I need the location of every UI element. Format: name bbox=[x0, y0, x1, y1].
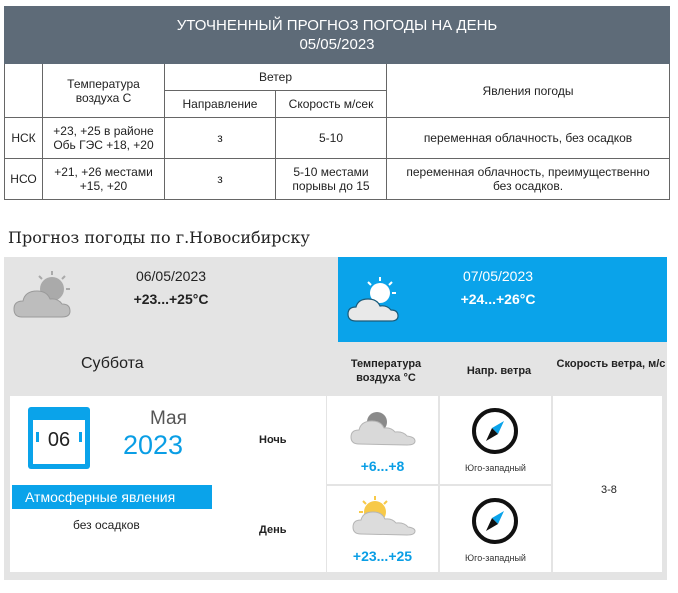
column-header-wind-direction: Напр. ветра bbox=[466, 365, 532, 377]
header-wind: Ветер bbox=[165, 64, 387, 91]
day-temperature: +24...+26°C bbox=[460, 291, 536, 307]
forecast-widget bbox=[4, 257, 667, 580]
compass-icon bbox=[471, 407, 519, 460]
day-wind-direction: Юго-западный bbox=[465, 553, 526, 563]
compass-icon bbox=[471, 497, 519, 550]
column-header-temperature: Температура воздуха °C bbox=[350, 358, 422, 384]
day-temperature: +23...+25 bbox=[352, 548, 413, 564]
direction-cell: з bbox=[165, 159, 276, 200]
forecast-title-date: 05/05/2023 bbox=[299, 36, 375, 53]
day-date: 07/05/2023 bbox=[462, 268, 534, 284]
night-wind-direction: Юго-западный bbox=[465, 463, 526, 473]
forecast-table bbox=[4, 6, 670, 200]
column-header-wind-speed: Скорость ветра, м/с bbox=[556, 358, 666, 370]
atmospheric-phenomena-value: без осадков bbox=[73, 518, 140, 532]
forecast-title-line1: УТОЧНЕННЫЙ ПРОГНОЗ ПОГОДЫ НА ДЕНЬ bbox=[176, 17, 498, 34]
direction-cell: з bbox=[165, 118, 276, 159]
city-forecast-title: Прогноз погоды по г.Новосибирску bbox=[8, 228, 310, 247]
day-wind-cell bbox=[440, 486, 551, 572]
table-row bbox=[5, 118, 670, 159]
day-tab-1[interactable] bbox=[4, 257, 338, 342]
day-tab-2[interactable] bbox=[338, 257, 667, 342]
weekday-label: Суббота bbox=[81, 355, 144, 372]
header-phenomena: Явления погоды bbox=[387, 64, 670, 118]
forecast-table-title bbox=[5, 7, 670, 64]
day-temperature: +23...+25°C bbox=[133, 291, 209, 307]
header-direction: Направление bbox=[165, 91, 276, 118]
sunny-cloudy-icon bbox=[349, 496, 417, 543]
phenomena-cell: переменная облачность, преимущественно без осадков. bbox=[387, 159, 670, 200]
day-temperature-cell bbox=[327, 486, 438, 572]
calendar-icon bbox=[27, 406, 91, 475]
night-cloudy-icon bbox=[349, 408, 417, 453]
atmospheric-phenomena-label: Атмосферные явления bbox=[12, 485, 212, 509]
header-temperature: Температура воздуха С bbox=[43, 64, 165, 118]
night-wind-cell bbox=[440, 396, 551, 484]
night-temperature: +6...+8 bbox=[360, 458, 405, 474]
month-label: Мая bbox=[150, 408, 187, 429]
region-cell: НСО bbox=[5, 159, 43, 200]
speed-cell: 5-10 местами порывы до 15 bbox=[276, 159, 387, 200]
phenomena-cell: переменная облачность, без осадков bbox=[387, 118, 670, 159]
night-temperature-cell bbox=[327, 396, 438, 484]
calendar-day: 06 bbox=[47, 429, 71, 451]
speed-cell: 5-10 bbox=[276, 118, 387, 159]
year-label: 2023 bbox=[123, 430, 184, 460]
header-speed: Скорость м/сек bbox=[276, 91, 387, 118]
date-panel bbox=[10, 396, 326, 572]
wind-speed-value: 3-8 bbox=[601, 484, 617, 496]
temperature-cell: +23, +25 в районе Обь ГЭС +18, +20 bbox=[43, 118, 165, 159]
day-date: 06/05/2023 bbox=[135, 268, 207, 284]
region-cell: НСК bbox=[5, 118, 43, 159]
night-label: Ночь bbox=[259, 434, 287, 446]
day-label: День bbox=[259, 524, 287, 536]
temperature-cell: +21, +26 местами +15, +20 bbox=[43, 159, 165, 200]
table-row bbox=[5, 159, 670, 200]
